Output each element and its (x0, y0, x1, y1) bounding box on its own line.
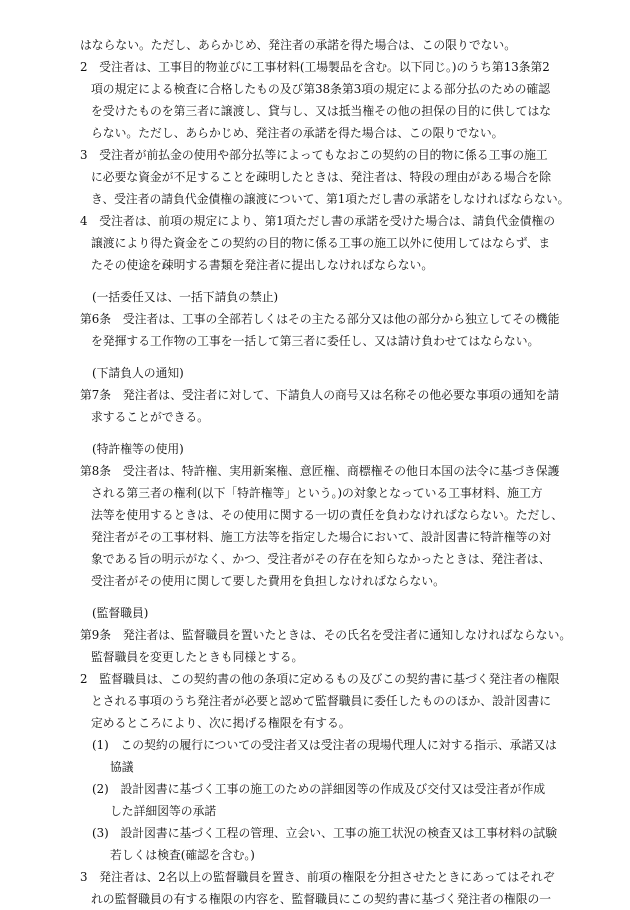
text-line: (下請負人の通知) (92, 366, 184, 380)
text-line: される第三者の権利(以下「特許権等」という。)の対象となっている工事材料、施工方 (91, 486, 543, 500)
paragraph (80, 56, 576, 144)
paragraph-gap (80, 428, 576, 438)
article-heading (80, 438, 576, 460)
text-line: (1) この契約の履行についての受注者又は受注者の現場代理人に対する指示、承諾又は (92, 738, 557, 752)
text-line: 2 受注者は、工事目的物並びに工事材料(工場製品を含む。以下同じ。)のうち第13条第2 (80, 60, 550, 74)
text-line: 第8条 受注者は、特許権、実用新案権、意匠権、商標権その他日本国の法令に基づき保護 (80, 464, 560, 478)
paragraph-continuation (80, 34, 576, 56)
text-line: (監督職員) (92, 606, 149, 620)
text-line: 項の規定による検査に合格したもの及び第38条第3項の規定による部分払のための確認 (91, 82, 551, 96)
text-line: した詳細図等の承諾 (110, 804, 217, 818)
paragraph (80, 144, 576, 210)
text-line: 第7条 発注者は、受注者に対して、下請負人の商号又は名称その他必要な事項の通知を請 (80, 388, 560, 402)
text-line: (一括委任又は、一括下請負の禁止) (92, 290, 279, 304)
text-line: 3 発注者は、2名以上の監督職員を置き、前項の権限を分担させたときにあってはそれぞ (80, 870, 555, 884)
list-item (80, 778, 576, 822)
text-line: 象である旨の明示がなく、かつ、受注者がその存在を知らなかったときは、発注者は、 (91, 552, 551, 566)
text-line: 定めるところにより、次に掲げる権限を有する。 (91, 716, 351, 730)
text-line: 法等を使用するときは、その使用に関する一切の責任を負わなければならない。ただし、 (91, 508, 563, 522)
paragraph-gap (80, 276, 576, 286)
text-line: 第9条 発注者は、監督職員を置いたときは、その氏名を受注者に通知しなければならない。 (80, 628, 572, 642)
paragraph (80, 308, 576, 352)
paragraph (80, 668, 576, 734)
text-line: 協議 (110, 760, 134, 774)
text-line: とされる事項のうち発注者が必要と認めて監督職員に委任したもののほか、設計図書に (91, 694, 552, 708)
article-heading (80, 286, 576, 308)
text-line: を発揮する工作物の工事を一括して第三者に委任し、又は請け負わせてはならない。 (91, 334, 540, 348)
text-line: (特許権等の使用) (92, 442, 184, 456)
text-line: らない。ただし、あらかじめ、発注者の承諾を得た場合は、この限りでない。 (91, 126, 504, 140)
text-line: はならない。ただし、あらかじめ、発注者の承諾を得た場合は、この限りでない。 (80, 38, 517, 52)
text-line: き、受注者の請負代金債権の譲渡について、第1項ただし書の承諾をしなければならない。 (91, 192, 570, 206)
text-line: に必要な資金が不足することを疎明したときは、発注者は、特段の理由がある場合を除 (91, 170, 552, 184)
paragraph-gap (80, 592, 576, 602)
paragraph (80, 460, 576, 592)
article-heading (80, 602, 576, 624)
text-line: れの監督職員の有する権限の内容を、監督職員にこの契約書に基づく発注者の権限の一 (91, 892, 552, 906)
text-line: (3) 設計図書に基づく工程の管理、立会い、工事の施工状況の検査又は工事材料の試験 (92, 826, 557, 840)
text-line: 4 受注者は、前項の規定により、第1項ただし書の承諾を受けた場合は、請負代金債権の (80, 214, 556, 228)
text-line: 3 受注者が前払金の使用や部分払等によってもなおこの契約の目的物に係る工事の施工 (80, 148, 548, 162)
text-line: 2 監督職員は、この契約書の他の条項に定めるもの及びこの契約書に基づく発注者の権限 (80, 672, 560, 686)
paragraph (80, 624, 576, 668)
text-line: 監督職員を変更したときも同様とする。 (91, 650, 304, 664)
text-line: (2) 設計図書に基づく工事の施工のための詳細図等の作成及び交付又は受注者が作成 (92, 782, 546, 796)
text-line: 若しくは検査(確認を含む。) (110, 848, 255, 862)
text-line: 求することができる。 (91, 410, 209, 424)
paragraph (80, 210, 576, 276)
list-item (80, 822, 576, 866)
list-item (80, 734, 576, 778)
text-line: 譲渡により得た資金をこの契約の目的物に係る工事の施工以外に使用してはならず、ま (91, 236, 551, 250)
text-line: 受注者がその使用に関して要した費用を負担しなければならない。 (91, 574, 445, 588)
paragraph (80, 866, 576, 910)
article-heading (80, 362, 576, 384)
text-line: たその使途を疎明する書類を発注者に提出しなければならない。 (91, 258, 434, 272)
paragraph (80, 384, 576, 428)
paragraph-gap (80, 352, 576, 362)
text-line: 発注者がその工事材料、施工方法等を指定した場合において、設計図書に特許権等の対 (91, 530, 551, 544)
text-line: を受けたものを第三者に譲渡し、貸与し、又は抵当権その他の担保の目的に供してはな (91, 104, 552, 118)
text-line: 第6条 受注者は、工事の全部若しくはその主たる部分又は他の部分から独立してその機能 (80, 312, 560, 326)
